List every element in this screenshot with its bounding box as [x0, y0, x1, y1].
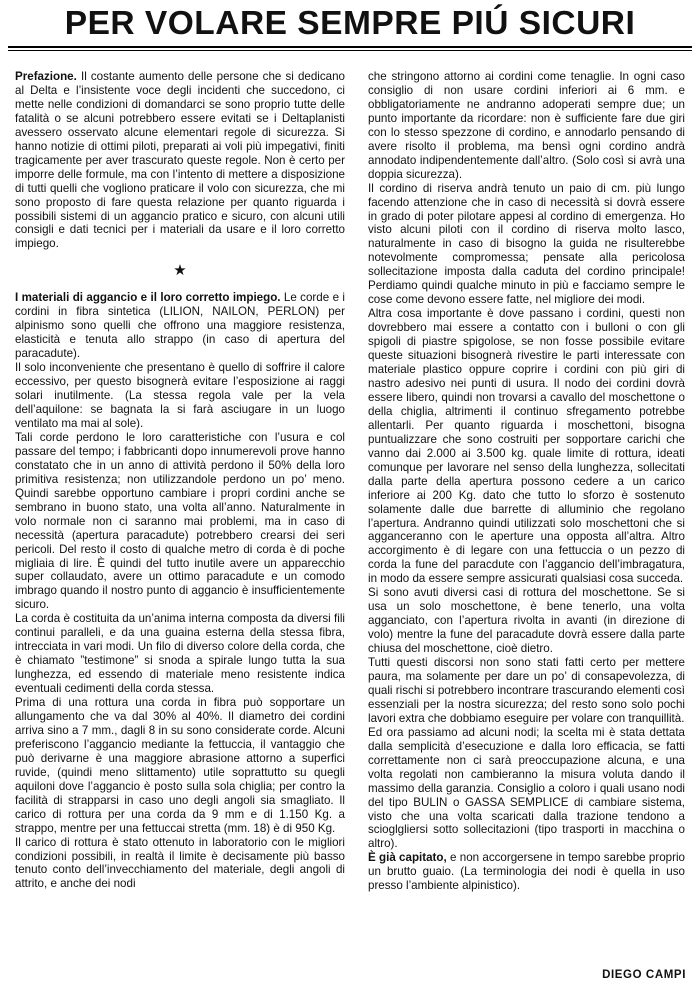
author-signature: DIEGO CAMPI — [602, 969, 686, 981]
paragraph-conclusion: È già capitato, e non accorgersene in tempo sarebbe proprio un brutto guaio. (La terminologia dei nodi è quella in uso presso l’ambiente alpinistico). — [368, 851, 685, 893]
title-rule-bottom — [8, 50, 692, 51]
section-heading: I materiali di aggancio e il loro corretto impiego. — [15, 291, 281, 305]
paragraph: La corda è costituita da un’anima interna composta da diversi fili continui paralleli, e da una guaina esterna della stessa fibra, intrecciata in vari modi. Un filo di diverso colore della corda, che è chiamato ”testimone” si snoda a spirale lungo tutta la sua lunghezza, ed essendo di materiale meno resistente indica eventuali cedimenti della corda stessa. — [15, 612, 345, 696]
paragraph: Altra cosa importante è dove passano i cordini, questi non dovrebbero mai essere a contatto con i bulloni o con gli spigoli di piastre spigolose, se non fosse possibile evitare queste situazioni bisognerà rivestire le parti interessate con materiale plastico oppure coprire i cordini con più giri di nastro adesivo nei punti di usura. Il nodo dei cordini dovrà essere libero, quindi non trovarsi a cavallo del moschettone o della chiglia, altrimenti il continuo sfregamento potrebbe allentarli. Per quanto riguarda i moschettoni, bisogna puntualizzare che sono costruiti per sopportare carichi che vanno dai 2.000 ai 3.500 kg. quale limite di rottura, ideati comunque per lavorare nel senso della lunghezza, sollecitati dalla parte della apertura possono cedere a un carico inferiore ai 200 Kg. dato che tutto lo sforzo è sostenuto solamente dalle due barrette di alluminio che regolano l’apertura. Andranno quindi utilizzati solo moschettoni che si agganceranno con le aperture una opposta all’altra. Altro accorgimento è di legare con una fettuccia o un pezzo di corda la fune del paracdute con l’aggancio dell’imbragatura, in modo da essere sempre assicurati qualsiasi cosa succeda. — [368, 307, 685, 586]
column-right — [368, 70, 685, 893]
section-heading: Prefazione. — [15, 70, 77, 83]
star-separator: ★ — [173, 262, 187, 280]
paragraph: Il carico di rottura è stato ottenuto in laboratorio con le migliori condizioni possibili, in realtà il limite è decisamente più basso tenuto conto dell’invecchiamento del materiale, degli angoli di attrito, e anche dei nodi — [15, 835, 345, 891]
title-rule-top — [8, 46, 692, 48]
paragraph: Tutti questi discorsi non sono stati fatti certo per mettere paura, ma solamente per dare un po’ di consapevolezza, di quali rischi si potrebbero incontrare trascurando elementi così essenziali per la nostra sicurezza; del resto sono solo pochi lavori extra che dobbiamo eseguire per volare con tranquillità. — [368, 656, 685, 725]
paragraph: Si sono avuti diversi casi di rottura del moschettone. Se si usa un solo moschettone, è bene tenerlo, una volta agganciato, con l’apertura rivolta in avanti (in direzione di volo) mentre la fune del paracadute dovrà essere dalla parte chiusa del moschettone, cioè dietro. — [368, 586, 685, 656]
column-left — [15, 70, 345, 891]
paragraph: Ed ora passiamo ad alcuni nodi; la scelta mi è stata dettata dalla semplicità d’esecuzione e dalla loro efficacia, se fatti correttamente non ci sarà preoccupazione alcuna, e una volta regolati non cambieranno la misura voluta dando il massimo della garanzia. Consiglio a coloro i quali usano nodi del tipo BULIN o GASSA SEMPLICE di cambiare sistema, visto che una volta scaricati dalla trazione tendono a scioglgliersi sotto sollecitazioni (tipo trasporti in macchina o altro). — [368, 725, 685, 851]
paragraph: Tali corde perdono le loro caratteristiche con l’usura e col passare del tempo; i fabbricanti dopo innumerevoli prove hanno constatato che in un anno di attività perdono il 50% della loro primitiva resistenza; non utilizzandole perdono un po’ meno. Quindi sarebbe opportuno cambiare i propri cordini anche se sembrano in buono stato, una volta all’anno. Naturalmente in volo normale non ci saranno mai problemi, ma in caso di necessità (apertura paracadute) potrebbero crearsi dei seri pericoli. Del resto il costo di qualche metro di corda è di poche migliaia di lire. È quindi del tutto inutile avere un apparecchio super collaudato, avere un ottimo paracadute e un comodo imbrago quando il nostro punto di aggancio è insufficientemente sicuro. — [15, 430, 345, 612]
page-title: PER VOLARE SEMPRE PIÚ SICURI — [64, 5, 636, 42]
paragraph-prefazione: Prefazione. Il costante aumento delle persone che si dedicano al Delta e l’insistente voce degli incidenti che succedono, ci mette nelle condizioni di domandarci se sono proprio tutte delle fatalità o se alcuni potrebbero essere evitati se i Deltaplanisti avessero osservato alcune elementari regole di sicurezza. Si hanno notizie di ottimi piloti, preparati ai voli più impegativi, finiti tragicamente per aver trascurato queste regole. Non è certo per imporre delle formule, ma con l’intento di mettere a disposizione di tutti quelli che vogliono praticare il volo con sicurezza, che mi sono proposto di fare questa relazione per quanto riguarda i possibili sistemi di un aggancio pratico e sicuro, con alcuni utili consigli e dati tecnici per i materiali da usare e il loro corretto impiego. — [15, 70, 345, 251]
paragraph: Il solo inconveniente che presentano è quello di soffrire il calore eccessivo, per questo bisognerà evitare l’esposizione ai raggi solari inutilmente. (La stessa regola vale per la vela dell’aquilone: se bagnata la si farà asciugare in un luogo ventilato ma mai al sole). — [15, 361, 345, 430]
paragraph: che stringono attorno ai cordini come tenaglie. In ogni caso consiglio di non usare cordini inferiori ai 6 mm. e obbligatoriamente ne andranno adoperati sempre due; un punto importante da ricordare: non è sufficiente fare due giri con lo stesso spezzone di cordino, e annodarlo pensando di avere risolto il problema, ma bensì ogni cordino andrà annodato indipendentemente dall’altro. (Solo così si avrà una doppia sicurezza). — [368, 70, 685, 181]
paragraph: Prima di una rottura una corda in fibra può sopportare un allungamento che va dal 30% al 40%. Il diametro dei cordini arriva sino a 7 mm., dagli 8 in su sono considerate corde. Alcuni preferiscono l’aggancio mediante la fettuccia, il vantaggio che può derivarne è una maggiore abrasione attorno a superfici ruvide, (quindi meno slittamento) utile soprattutto su quegli aquiloni dove l’aggancio è posto sulla sola chiglia; per contro la facilità di strapparsi in caso uno degli angoli sia smagliato. Il carico di rottura per una corda da 9 mm e di 1.150 Kg. a strappo, mentre per una fettuccai stretta (mm. 18) è di 950 Kg. — [15, 696, 345, 835]
paragraph: Il cordino di riserva andrà tenuto un paio di cm. più lungo facendo attenzione che in caso di necessità si dovrà essere in grado di poter pilotare appesi al cordino di emergenza. Ho visto alcuni piloti con il cordino di riserva molto lasco, naturalmente in caso di bisogno la guida ne risulterebbe notevolmente compromessa; pensate alla pericolosa sollecitazione imposta dalla caduta del cordino principale! Perdiamo quindi qualche minuto in più e facciamo sempre le cose come devono essere fatte, nel migliore dei modi. — [368, 181, 685, 307]
section-heading: È già capitato, — [368, 851, 447, 865]
paragraph-materiali: I materiali di aggancio e il loro corretto impiego. Le corde e i cordini in fibra sintetica (LILION, NAILON, PERLON) per alpinismo sono quelli che offrono una maggiore resistenza, elasticità e tenuta allo strappo (in caso di apertura del paracadute). — [15, 291, 345, 361]
